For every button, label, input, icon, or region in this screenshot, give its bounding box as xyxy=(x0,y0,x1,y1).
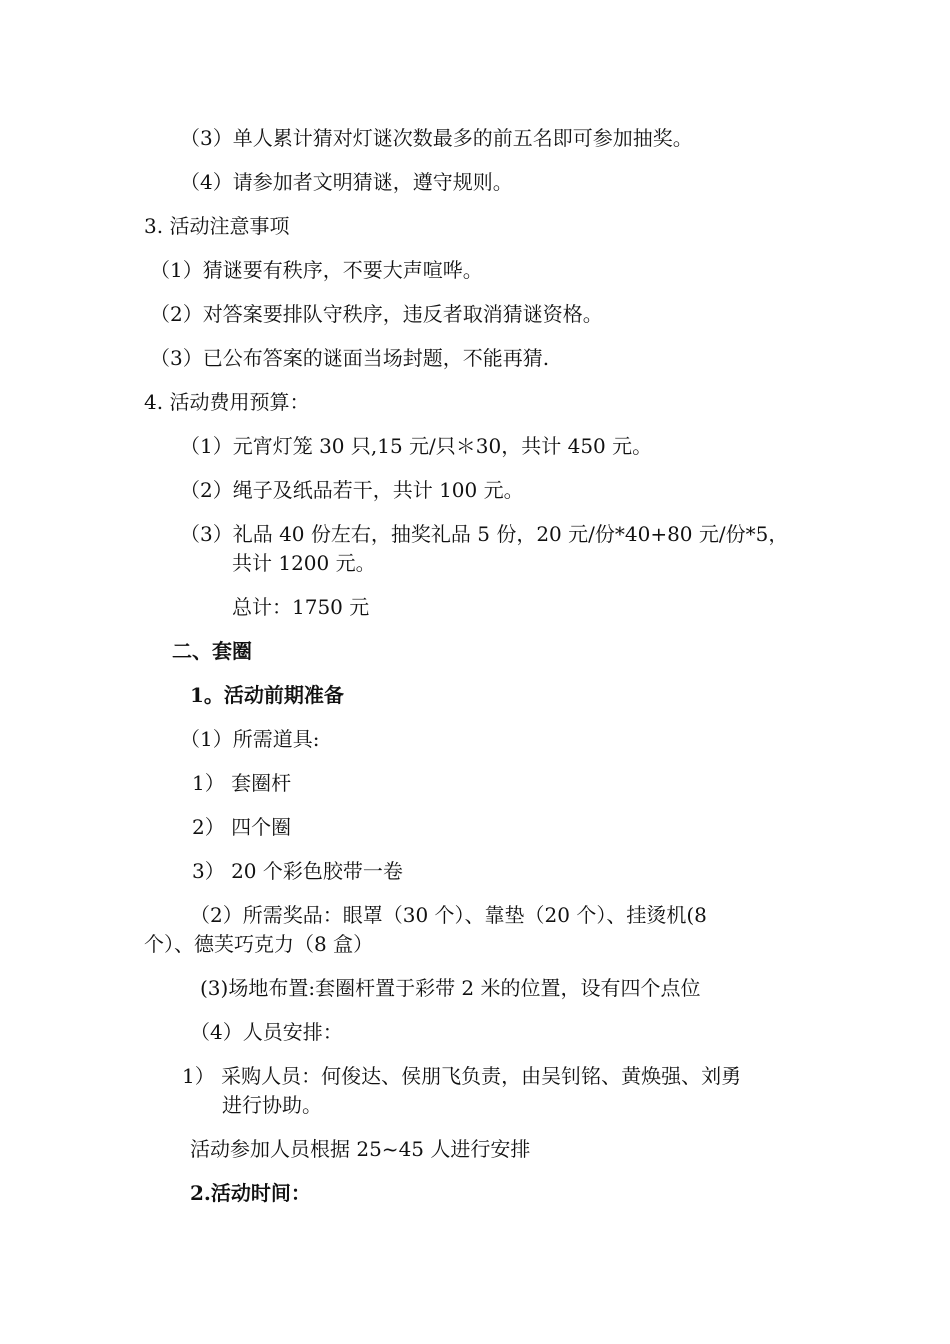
props-item-1: 1） 套圈杆 xyxy=(192,771,292,795)
budget-item-3-cont: 共计 1200 元。 xyxy=(232,551,376,575)
props-item-3: 3） 20 个彩色胶带一卷 xyxy=(192,859,403,883)
rule-item-4: （4）请参加者文明猜谜，遵守规则。 xyxy=(180,170,513,194)
section-heading-notes: 3. 活动注意事项 xyxy=(144,214,290,238)
section-heading-preparation: 1。活动前期准备 xyxy=(190,683,344,707)
chapter-heading-ring-toss: 二、套圈 xyxy=(172,639,252,663)
staffing-heading: （4）人员安排： xyxy=(190,1020,343,1044)
budget-item-2: （2）绳子及纸品若干，共计 100 元。 xyxy=(180,478,524,502)
budget-item-3: （3）礼品 40 份左右，抽奖礼品 5 份，20 元/份*40+80 元/份*5， xyxy=(180,522,789,546)
staffing-item-1-cont: 进行协助。 xyxy=(222,1093,322,1117)
section-heading-time: 2.活动时间： xyxy=(190,1181,311,1205)
budget-item-1: （1）元宵灯笼 30 只,15 元/只＊30，共计 450 元。 xyxy=(180,434,653,458)
venue-setup: (3)场地布置:套圈杆置于彩带 2 米的位置，设有四个点位 xyxy=(200,976,701,1000)
rule-item-3: （3）单人累计猜对灯谜次数最多的前五名即可参加抽奖。 xyxy=(180,126,693,150)
section-heading-budget: 4. 活动费用预算： xyxy=(144,390,310,414)
note-item-1: （1）猜谜要有秩序，不要大声喧哗。 xyxy=(150,258,483,282)
note-item-2: （2）对答案要排队守秩序，违反者取消猜谜资格。 xyxy=(150,302,603,326)
props-item-2: 2） 四个圈 xyxy=(192,815,292,839)
participants-note: 活动参加人员根据 25~45 人进行安排 xyxy=(190,1137,531,1161)
prizes-line-cont: 个）、德芙巧克力（8 盒） xyxy=(144,932,374,956)
note-item-3: （3）已公布答案的谜面当场封题，不能再猜. xyxy=(150,346,550,370)
budget-total: 总计：1750 元 xyxy=(232,595,370,619)
props-heading: （1）所需道具: xyxy=(180,727,320,751)
staffing-item-1: 1） 采购人员：何俊达、侯朋飞负责，由吴钊铭、黄焕强、刘勇 xyxy=(182,1064,742,1088)
prizes-line: （2）所需奖品：眼罩（30 个）、靠垫（20 个）、挂烫机(8 xyxy=(190,903,707,927)
